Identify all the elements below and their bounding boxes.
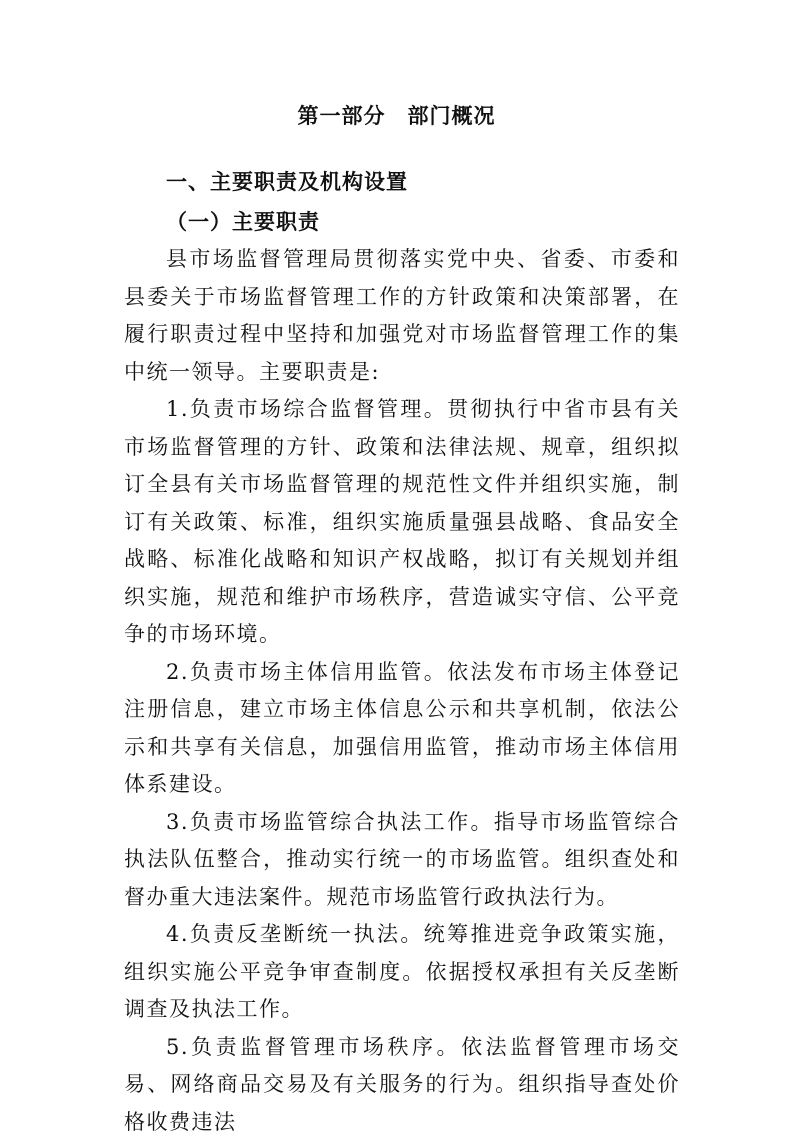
subsection-heading: （一）主要职责 [166, 206, 320, 238]
body-text [124, 241, 680, 1141]
page-title [0, 100, 793, 132]
paragraph-duty-4: 4.负责反垄断统一执法。统筹推进竞争政策实施，组织实施公平竞争审查制度。依据授权承担有关反垄断调查及执法工作。 [124, 916, 680, 1029]
paragraph-duty-3: 3.负责市场监管综合执法工作。指导市场监管综合执法队伍整合，推动实行统一的市场监管。组织查处和督办重大违法案件。规范市场监管行政执法行为。 [124, 804, 680, 917]
title-name: 部门概况 [408, 104, 496, 128]
title-part: 第一部分 [298, 104, 386, 128]
section-heading: 一、主要职责及机构设置 [166, 166, 408, 198]
paragraph-duty-2: 2.负责市场主体信用监管。依法发布市场主体登记注册信息，建立市场主体信息公示和共享机制，依法公示和共享有关信息，加强信用监管，推动市场主体信用体系建设。 [124, 654, 680, 804]
paragraph-intro: 县市场监督管理局贯彻落实党中央、省委、市委和县委关于市场监督管理工作的方针政策和决策部署，在履行职责过程中坚持和加强党对市场监督管理工作的集中统一领导。主要职责是: [124, 241, 680, 391]
paragraph-duty-1: 1.负责市场综合监督管理。贯彻执行中省市县有关市场监督管理的方针、政策和法律法规、规章，组织拟订全县有关市场监督管理的规范性文件并组织实施，制订有关政策、标准，组织实施质量强县战略、食品安全战略、标准化战略和知识产权战略，拟订有关规划并组织实施，规范和维护市场秩序，营造诚实守信、公平竞争的市场环境。 [124, 391, 680, 654]
paragraph-duty-5: 5.负责监督管理市场秩序。依法监督管理市场交易、网络商品交易及有关服务的行为。组织指导查处价格收费违法 [124, 1029, 680, 1141]
